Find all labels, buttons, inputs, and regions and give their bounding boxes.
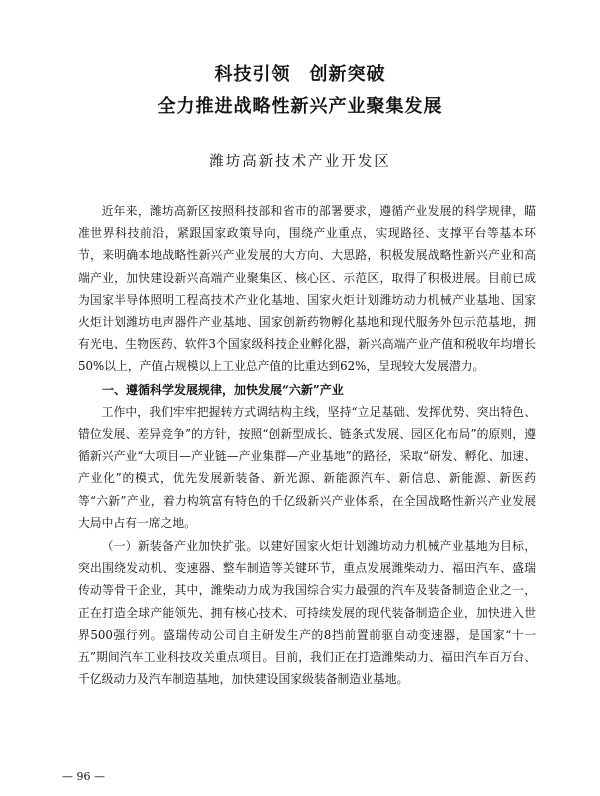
body-paragraph: （一）新装备产业加快扩张。以建好国家火炬计划潍坊动力机械产业基地为目标，突出围绕发动机、变速器、整车制造等关键环节，重点发展潍柴动力、福田汽车、盛瑞传动等骨干企业，其中，潍柴动力成为我国综合实力最强的汽车及装备制造企业之一，正在打造全球产能领先、拥有核心技术、可持续发展的现代装备制造企业，加快进入世界500强行列。盛瑞传动公司自主研发生产的8挡前置前驱自动变速器，是国家“十一五”期间汽车工业科技攻关重点项目。目前，我们正在打造潍柴动力、福田汽车百万台、千亿级动力及汽车制造基地，加快建设国家级装备制造业基地。 <box>78 539 536 687</box>
title-line-1: 科技引领 创新突破 <box>214 64 386 85</box>
article-body <box>78 200 536 690</box>
page-number: — 96 — <box>62 770 105 783</box>
body-paragraph: 工作中，我们牢牢把握转方式调结构主线，坚持“立足基础、发挥优势、突出特色、错位发展、差异竞争”的方针，按照“创新型成长、链条式发展、园区化布局”的原则，遵循新兴产业“大项目—产业链—产业集群—产业基地”的路径，采取“研发、孵化、加速、产业化”的模式，优先发展新装备、新光源、新能源汽车、新信息、新能源、新医药等“六新”产业，着力构筑富有特色的千亿级新兴产业体系，在全国战略性新兴产业发展大局中占有一席之地。 <box>78 404 536 530</box>
intro-paragraph: 近年来，潍坊高新区按照科技部和省市的部署要求，遵循产业发展的科学规律，瞄准世界科技前沿，紧跟国家政策导向，围绕产业重点，实现路径、支撑平台等基本环节，来明确本地战略性新兴产业发展的大方向、大思路，积极发展战略性新兴产业和高端产业，加快建设新兴高端产业聚集区、核心区、示范区，取得了积极进展。目前已成为国家半导体照明工程高技术产业化基地、国家火炬计划潍坊动力机械产业基地、国家火炬计划潍坊电声器件产业基地、国家创新药物孵化基地和现代服务外包示范基地，拥有光电、生物医药、软件3个国家级科技企业孵化器，新兴高端产业产值和税收年均增长50%以上，产值占规模以上工业总产值的比重达到62%，呈现较大发展潜力。 <box>78 204 536 374</box>
section-heading: 一、遵循科学发展规律，加快发展“六新”产业 <box>102 382 344 397</box>
title-line-2: 全力推进战略性新兴产业聚集发展 <box>157 96 443 117</box>
author-line: 潍坊高新技术产业开发区 <box>209 154 391 170</box>
